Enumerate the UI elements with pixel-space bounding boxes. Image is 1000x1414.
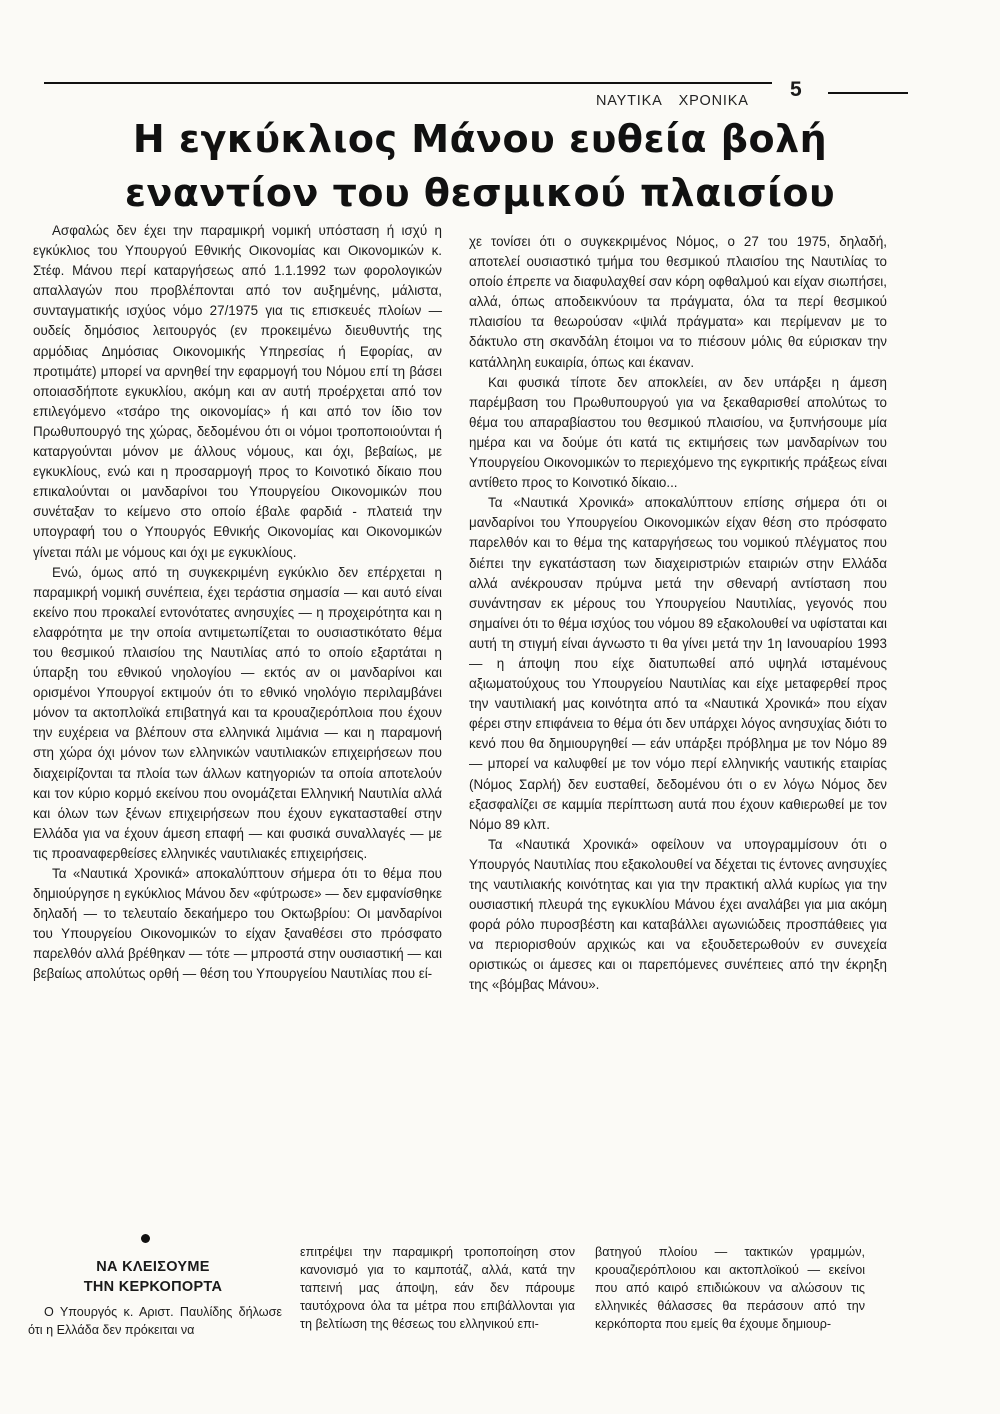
paragraph: χε τονίσει ότι ο συγκεκριμένος Νόμος, ο 27 του 1975, δηλαδή, αποτελεί ουσιαστικό τμήμα του θεσμικού πλαισίου της Ναυτιλίας το οποίο έπρεπε να διαφυλαχθεί σαν κόρη οφθαλμού και είχαν σιωπήσει, αλλά, όπως αποδεικνύουν τα πράγματα, όλα τα περί θεσμικού πλαισίου τα θεωρούσαν «ψιλά πράγματα» και περίμεναν με το δάκτυλο στη σκανδάλη έτοιμοι να το πιέσουν μόλις θα εύρισκαν την κατάλληλη ευκαιρία, όπως και έκαναν. (469, 234, 887, 370)
second-article-headline (28, 1257, 278, 1297)
paragraph: Και φυσικά τίποτε δεν αποκλείει, αν δεν υπάρξει η άμεση παρέμβαση του Πρωθυπουργού για να ξεκαθαρισθεί απολύτως το θέμα του απαραβίαστου του θεσμικού πλαισίου, να ξυπνήσουμε μία ημέρα και να δούμε ότι κατά τις εκτιμήσεις των μανδαρίνων του Υπουργείου Οικονομικών το περιεχόμενο της εγκριτικής πράξεως είναι αντίθετο προς το Κοινοτικό δίκαιο... (469, 374, 887, 491)
second-article-column-3 (595, 1243, 865, 1333)
headline-line-2: εναντίον του θεσμικού πλαισίου (124, 171, 836, 215)
paragraph: βατηγού πλοίου — τακτικών γραμμών, κρουαζιερόπλοιου και ακτοπλοϊκού — εκείνοι που από καιρό επιδιώκουν να αλώσουν τις ελληνικές θάλασσες θα περάσουν από την κερκόπορτα που εμείς θα έχουμε δημιουρ- (595, 1245, 865, 1331)
second-article-column-2 (300, 1243, 575, 1333)
subhead-line-1: ΝΑ ΚΛΕΙΣΟΥΜΕ (96, 1259, 210, 1275)
paragraph: Τα «Ναυτικά Χρονικά» αποκαλύπτουν σήμερα ότι το θέμα που δημιούργησε η εγκύκλιος Μάνου δεν «φύτρωσε» — δεν εμφανίσθηκε δηλαδή — το τελευταίο δεκαήμερο του Οκτωβρίου: Οι μανδαρίνοι του Υπουργείου Οικονομικών το είχαν ξαναθέσει στο πρόσφατο παρελθόν αλλά βρέθηκαν — τότε — μπροστά στην ουσιαστική — και βεβαίως απολύτως ορθή — θέση του Υπουργείου Ναυτιλίας που εί- (33, 866, 442, 982)
article-column-left (33, 221, 442, 985)
publication-name: ΝΑΥΤΙΚΑ ΧΡΟΝΙΚΑ (596, 93, 749, 109)
second-article-column-1 (28, 1303, 282, 1339)
header-rule-right (828, 92, 908, 94)
paragraph: επιτρέψει την παραμικρή τροποποίηση στον κανονισμό για το καμποτάζ, αλλά, κατά την ταπεινή μας άποψη, εάν δεν πάρουμε ταυτόχρονα όλα τα μέτρα που επιβάλλονται για τη βελτίωση της θέσεως του ελληνικού επι- (300, 1245, 575, 1331)
paragraph: Τα «Ναυτικά Χρονικά» οφείλουν να υπογραμμίσουν ότι ο Υπουργός Ναυτιλίας που εξακολουθεί να δέχεται τις έντονες ανησυχίες της ναυτιλιακής κοινότητας και για την πρακτική αλλά κυρίως για την ουσιαστική πλευρά της εγκυκλίου Μάνου έχει αναλάβει για μια ακόμη φορά ρόλο πυροσβέστη και καταβάλλει αγωνιώδεις προσπάθειες για να περιορισθούν αρχικώς και να εξουδετερωθούν εν συνεχεία οριστικώς οι άμεσες και οι παρεπόμενες συνέπειες από την έκρηξη της «βόμβας Μάνου». (469, 836, 887, 993)
section-bullet-icon (141, 1234, 150, 1243)
paragraph: Ενώ, όμως από τη συγκεκριμένη εγκύκλιο δεν επέρχεται η παραμικρή νομική συνέπεια, έχει τεράστια σημασία — και αυτό είναι εκείνο που προκαλεί εντονότατες ανησυχίες — η προχειρότητα και η ελαφρότητα με την οποία αντιμετωπίζεται το ουσιαστικότατο θέμα του θεσμικού πλαισίου της Ναυτιλίας από το οποίο εξαρτάται η ύπαρξη του εθνικού νηολογίου — εκτός αν οι μανδαρίνοι και ορισμένοι Υπουργοί εκτιμούν ότι το εθνικό νηολόγιο περιλαμβάνει μόνον τα ακτοπλοϊκά επιβατηγά και τα κρουαζιερόπλοια που έχουν την ευχέρεια να βλέπουν στα ελληνικά λιμάνια — και η παραμονή στη χώρα όχι μόνον των ελληνικών ναυτιλιακών επιχειρήσεων που διαχειρίζονται τα πλοία των άλλων κατηγοριών τα οποία αποτελούν και τον κύριο κορμό εκείνου που ονομάζεται Ελληνική Ναυτιλία αλλά και όλων των ξένων επιχειρήσεων που έχουν εγκατασταθεί στην Ελλάδα για να έχουν άμεση επαφή — και φυσικά συναλλαγές — με τις προαναφερθείσες ελληνικές ναυτιλιακές επιχειρήσεις. (33, 564, 442, 861)
page-number: 5 (790, 78, 802, 101)
subhead-line-2: ΤΗΝ ΚΕΡΚΟΠΟΡΤΑ (83, 1279, 223, 1295)
article-column-right (469, 232, 887, 996)
paragraph: Ασφαλώς δεν έχει την παραμικρή νομική υπόσταση ή ισχύ η εγκύκλιος του Υπουργού Εθνικής Οικονομίας και Οικονομικών κ. Στέφ. Μάνου περί καταργήσεως από 1.1.1992 των φορολογικών απαλλαγών που προβλέπονται από τον αυξημένης, μάλιστα, συνταγματικής ισχύος νόμο 27/1975 για τις επισκευές πλοίων — ουδείς δημόσιος λειτουργός (εν προκειμένω διευθυντής της αρμόδιας Δημόσιας Οικονομικής Υπηρεσίας ή Εφορίας, αν προτιμάτε) μπορεί να αρνηθεί την εφαρμογή του Νόμου επί τη βάσει οποιασδήποτε εγκυκλίου, ακόμη και αν αυτή προέρχεται από τον επιλεγόμενο «τσάρο της οικονομίας» ή και από τον ίδιο τον Πρωθυπουργό της χώρας, δεδομένου ότι οι νόμοι τροποποιούνται ή καταργούνται μόνον με άλλους νόμους, και όχι, βεβαίως, με εγκυκλίους, ενώ και η προσαρμογή προς το Κοινοτικό δίκαιο που επικαλούνται οι μανδαρίνοι του Υπουργείου Οικονομικών που συνέταξαν το κείμενο στο οποίο έβαλε φαρδιά - πλατειά την υπογραφή του ο Υπουργός Εθνικής Οικονομίας και Οικονομικών γίνεται πάλι με νόμους και όχι με εγκυκλίους. (33, 223, 442, 560)
paragraph: Ο Υπουργός κ. Αριστ. Παυλίδης δήλωσε ότι η Ελλάδα δεν πρόκειται να (28, 1305, 282, 1337)
headline-line-1: Η εγκύκλιος Μάνου ευθεία βολή (132, 117, 828, 161)
article-headline (100, 112, 860, 220)
header-rule-left (44, 82, 772, 84)
paragraph: Τα «Ναυτικά Χρονικά» αποκαλύπτουν επίσης σήμερα ότι οι μανδαρίνοι του Υπουργείου Οικονομικών είχαν θέση στο πρόσφατο παρελθόν και το θέμα της καταργήσεως του νομικού πλέγματος που διέπει την εγκατάσταση των διαχειριστριών εταιριών στην Ελλάδα αλλά ανέκρουσαν πρύμνα μετά την σθεναρή αντίσταση που συνάντησαν εκ μέρους του Υπουργείου Ναυτιλίας, γεγονός που σημαίνει ότι το θέμα ισχύος του νόμου 89 εξακολουθεί να υφίσταται και αυτή τη στιγμή είναι άγνωστο τι θα γίνει μετά την 1η Ιανουαρίου 1993 — η άποψη που είχε διατυπωθεί από υψηλά ισταμένους αξιωματούχους του Υπουργείου Ναυτιλίας και είχε μεταφερθεί προς την ναυτιλιακή μας κοινότητα από τα «Ναυτικά Χρονικά» που είχαν φέρει στην επιφάνεια το θέμα ότι δεν υπάρχει λόγος ανησυχίας διότι το κενό που θα δημιουργηθεί — εάν υπάρξει πρόβλημα με τον Νόμο 89 — μπορεί να καλυφθεί με τον νόμο περί ελληνικής ναυτικής εταιρίας (Νόμος Σαρλή) δεν ευσταθεί, δεδομένου ότι ο εν λόγω Νόμος δεν εξασφαλίζει σε καμμία περίπτωση αυτά που έχουν καθιερωθεί με τον Νόμο 89 κλπ. (469, 495, 887, 832)
